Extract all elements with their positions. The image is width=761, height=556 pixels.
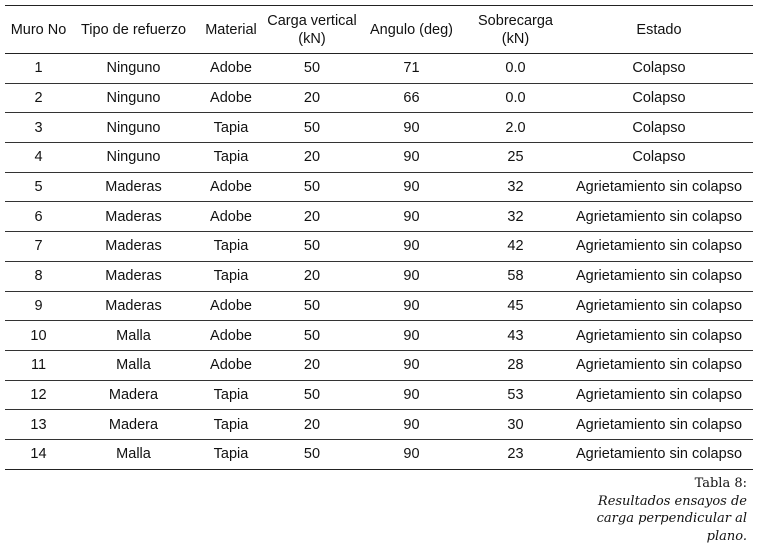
cell-estado: Agrietamiento sin colapso <box>575 327 743 344</box>
cell-muro-no: 6 <box>34 208 43 225</box>
cell-tipo-refuerzo: Malla <box>116 357 151 374</box>
cell-carga-vertical: 20 <box>303 90 321 107</box>
table-row <box>5 261 753 291</box>
table-row <box>5 291 753 321</box>
results-table-container <box>5 5 753 470</box>
cell-tipo-refuerzo: Maderas <box>105 179 162 196</box>
cell-estado: Colapso <box>632 149 686 166</box>
cell-tipo-refuerzo: Maderas <box>105 268 162 285</box>
cell-tipo-refuerzo: Maderas <box>105 238 162 255</box>
header-estado: Estado <box>636 21 682 38</box>
table-row <box>5 232 753 262</box>
cell-tipo-refuerzo: Malla <box>116 327 151 344</box>
cell-sobrecarga: 0.0 <box>505 90 526 107</box>
cell-muro-no: 10 <box>30 327 47 344</box>
cell-sobrecarga: 45 <box>507 297 524 314</box>
table-row <box>5 202 753 232</box>
cell-muro-no: 7 <box>34 238 43 255</box>
cell-estado: Agrietamiento sin colapso <box>575 416 743 433</box>
caption-label: Tabla 8: <box>694 476 747 491</box>
cell-estado: Agrietamiento sin colapso <box>575 268 743 285</box>
cell-material: Tapia <box>213 238 249 255</box>
table-row <box>5 410 753 440</box>
cell-sobrecarga: 30 <box>507 416 524 433</box>
cell-estado: Agrietamiento sin colapso <box>575 208 743 225</box>
cell-material: Tapia <box>213 416 249 433</box>
table-row <box>5 113 753 143</box>
cell-tipo-refuerzo: Madera <box>108 416 159 433</box>
header-carga-vertical: Carga vertical (kN) <box>267 12 357 47</box>
cell-tipo-refuerzo: Ninguno <box>106 119 161 136</box>
cell-muro-no: 8 <box>34 268 43 285</box>
cell-tipo-refuerzo: Ninguno <box>106 90 161 107</box>
cell-material: Adobe <box>210 179 252 196</box>
cell-estado: Agrietamiento sin colapso <box>575 386 743 403</box>
cell-material: Tapia <box>213 268 249 285</box>
cell-estado: Colapso <box>632 90 686 107</box>
cell-sobrecarga: 32 <box>507 208 524 225</box>
header-tipo-refuerzo: Tipo de refuerzo <box>80 21 187 38</box>
cell-angulo: 90 <box>403 327 420 344</box>
cell-angulo: 90 <box>403 297 420 314</box>
cell-sobrecarga: 25 <box>507 149 524 166</box>
cell-carga-vertical: 20 <box>303 357 321 374</box>
cell-muro-no: 12 <box>30 386 47 403</box>
cell-estado: Agrietamiento sin colapso <box>575 446 743 463</box>
table-header <box>5 6 753 54</box>
table-row <box>5 350 753 380</box>
cell-carga-vertical: 50 <box>303 179 321 196</box>
caption-text: Resultados ensayos de carga perpendicular al plano. <box>596 493 747 544</box>
table-row <box>5 143 753 173</box>
cell-muro-no: 13 <box>30 416 47 433</box>
cell-estado: Agrietamiento sin colapso <box>575 297 743 314</box>
cell-tipo-refuerzo: Maderas <box>105 208 162 225</box>
cell-material: Adobe <box>210 297 252 314</box>
table-row <box>5 54 753 84</box>
cell-angulo: 90 <box>403 119 420 136</box>
cell-sobrecarga: 2.0 <box>505 119 526 136</box>
cell-material: Tapia <box>213 119 249 136</box>
cell-carga-vertical: 20 <box>303 268 321 285</box>
cell-estado: Colapso <box>632 119 686 136</box>
cell-sobrecarga: 28 <box>507 357 524 374</box>
cell-angulo: 90 <box>403 416 420 433</box>
cell-estado: Colapso <box>632 60 686 77</box>
cell-carga-vertical: 50 <box>303 238 321 255</box>
cell-sobrecarga: 42 <box>507 238 524 255</box>
cell-angulo: 90 <box>403 446 420 463</box>
header-material: Material <box>205 21 257 38</box>
cell-muro-no: 4 <box>34 149 43 166</box>
header-row <box>5 6 753 54</box>
cell-tipo-refuerzo: Ninguno <box>106 60 161 77</box>
cell-angulo: 90 <box>403 386 420 403</box>
cell-angulo: 90 <box>403 208 420 225</box>
cell-carga-vertical: 20 <box>303 149 321 166</box>
cell-material: Tapia <box>213 446 249 463</box>
cell-angulo: 90 <box>403 357 420 374</box>
cell-material: Adobe <box>210 208 252 225</box>
table-row <box>5 380 753 410</box>
table-body <box>5 54 753 470</box>
cell-estado: Agrietamiento sin colapso <box>575 238 743 255</box>
cell-muro-no: 11 <box>30 357 47 374</box>
cell-sobrecarga: 32 <box>507 179 524 196</box>
header-muro-no: Muro No <box>10 21 67 38</box>
cell-carga-vertical: 20 <box>303 208 321 225</box>
cell-sobrecarga: 58 <box>507 268 524 285</box>
cell-tipo-refuerzo: Madera <box>108 386 159 403</box>
table-row <box>5 321 753 351</box>
cell-angulo: 66 <box>403 90 420 107</box>
cell-carga-vertical: 50 <box>303 60 321 77</box>
cell-estado: Agrietamiento sin colapso <box>575 179 743 196</box>
cell-sobrecarga: 43 <box>507 327 524 344</box>
cell-material: Adobe <box>210 90 252 107</box>
cell-material: Tapia <box>213 149 249 166</box>
cell-muro-no: 14 <box>30 446 47 463</box>
cell-material: Adobe <box>210 60 252 77</box>
cell-tipo-refuerzo: Maderas <box>105 297 162 314</box>
cell-material: Adobe <box>210 357 252 374</box>
cell-carga-vertical: 50 <box>303 119 321 136</box>
cell-muro-no: 5 <box>34 179 43 196</box>
cell-angulo: 90 <box>403 238 420 255</box>
cell-sobrecarga: 23 <box>507 446 524 463</box>
cell-angulo: 90 <box>403 149 420 166</box>
cell-muro-no: 1 <box>34 60 43 77</box>
cell-material: Adobe <box>210 327 252 344</box>
cell-angulo: 90 <box>403 268 420 285</box>
header-angulo: Angulo (deg) <box>369 21 454 38</box>
cell-sobrecarga: 53 <box>507 386 524 403</box>
cell-carga-vertical: 50 <box>303 446 321 463</box>
table-row <box>5 439 753 469</box>
cell-tipo-refuerzo: Ninguno <box>106 149 161 166</box>
header-sobrecarga: Sobrecarga (kN) <box>478 12 553 47</box>
table-row <box>5 172 753 202</box>
cell-angulo: 90 <box>403 179 420 196</box>
table-row <box>5 83 753 113</box>
cell-tipo-refuerzo: Malla <box>116 446 151 463</box>
cell-material: Tapia <box>213 386 249 403</box>
cell-carga-vertical: 50 <box>303 327 321 344</box>
table-caption <box>587 475 747 545</box>
cell-muro-no: 9 <box>34 297 43 314</box>
cell-carga-vertical: 50 <box>303 386 321 403</box>
cell-angulo: 71 <box>403 60 420 77</box>
results-table <box>5 5 753 470</box>
cell-muro-no: 2 <box>34 90 43 107</box>
cell-sobrecarga: 0.0 <box>505 60 526 77</box>
cell-carga-vertical: 50 <box>303 297 321 314</box>
cell-muro-no: 3 <box>34 119 43 136</box>
cell-estado: Agrietamiento sin colapso <box>575 357 743 374</box>
cell-carga-vertical: 20 <box>303 416 321 433</box>
